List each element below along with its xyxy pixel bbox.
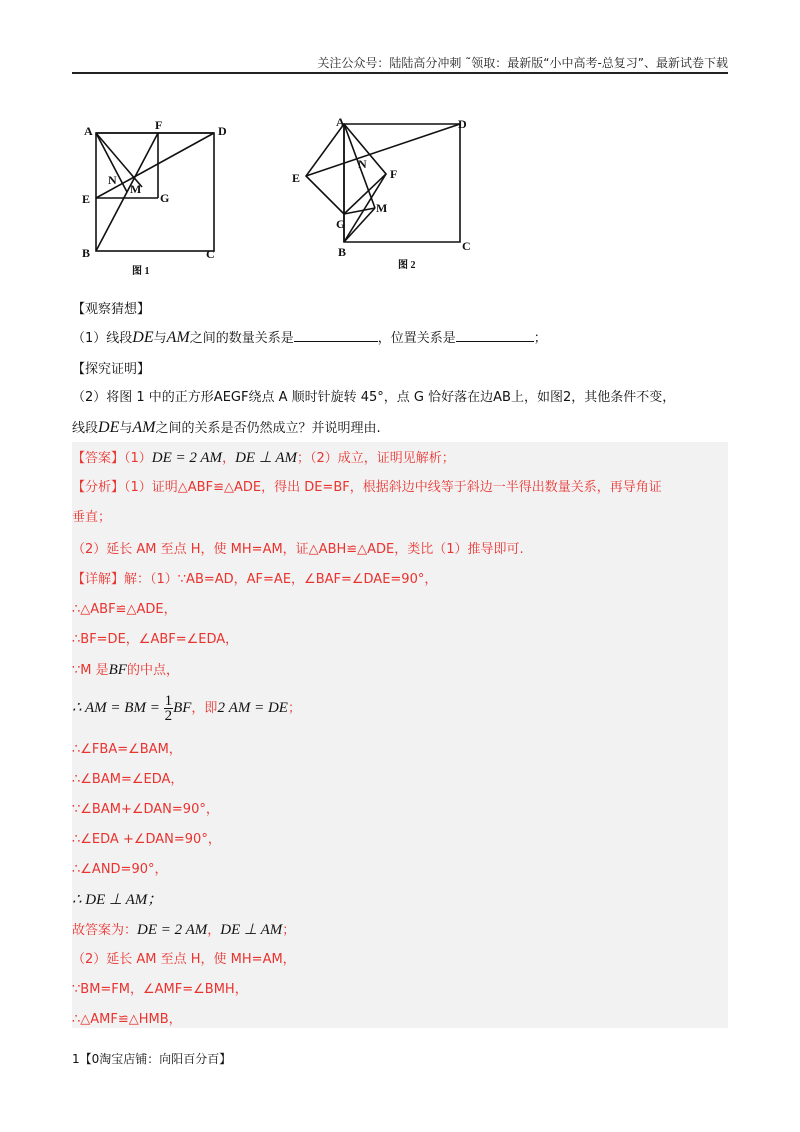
fig1-label-b: B <box>82 246 91 260</box>
q2-line2-am: AM <box>132 419 156 436</box>
answer-sep: ， <box>222 451 236 466</box>
am-eq-e: ； <box>287 701 301 716</box>
q2-line2-de: DE <box>98 419 120 436</box>
fig1-label-c: C <box>206 247 215 261</box>
question-2-line1: （2）将图 1 中的正方形AEGF绕点 A 顺时针旋转 45°，点 G 恰好落在边AB上，如图2，其他条件不变， <box>72 390 676 405</box>
detail-label: 【详解】 <box>72 572 125 587</box>
detail-congruent: ∴△ABF≌△ADE， <box>72 602 177 617</box>
fig1-label-d: D <box>218 124 227 138</box>
q1-mid: 之间的数量关系是 <box>189 331 294 346</box>
am-eq-d: 2 AM = DE <box>217 700 288 716</box>
m-mid-b: 的中点， <box>126 663 179 678</box>
am-eq-c: ，即 <box>191 701 218 716</box>
analysis-label: 【分析】 <box>72 480 125 495</box>
fig2-label-n: N <box>358 157 367 171</box>
final-d: DE ⊥ AM <box>220 922 283 938</box>
question-1 <box>72 328 547 349</box>
fig1-label-f: F <box>155 118 163 132</box>
fig2-label-a: A <box>336 115 345 129</box>
fig2-label-f: F <box>390 167 398 181</box>
fraction-numerator: 1 <box>164 693 173 709</box>
q1-comma: ，位置关系是 <box>377 331 456 346</box>
explore-heading: 【探究证明】 <box>72 362 151 377</box>
answer-label: 【答案】 <box>72 451 125 466</box>
answer-line <box>72 448 455 469</box>
answer-text-1: （1） <box>124 451 152 466</box>
am-eq-bf: BF <box>173 700 192 716</box>
detail-bm-fm: ∵BM=FM，∠AMF=∠BMH， <box>72 982 248 997</box>
q2-line2-b: 与 <box>119 421 133 436</box>
final-c: ， <box>207 923 221 938</box>
figure-1 <box>76 118 246 278</box>
detail-final <box>72 920 295 941</box>
fig1-label-e: E <box>82 192 91 206</box>
answer-formula-1: DE = 2 AM <box>151 450 223 466</box>
q2-line2-c: 之间的关系是否仍然成立？并说明理由. <box>155 421 381 436</box>
fig2-label-m: M <box>376 201 388 215</box>
detail-bam-dan: ∵∠BAM+∠DAN=90°， <box>72 802 219 817</box>
q1-with: 与 <box>153 331 167 346</box>
analysis-line-1 <box>72 478 662 498</box>
analysis-text-1: （1）证明△ABF≌△ADE，得出 DE=BF，根据斜边中线等于斜边一半得出数量关系，再导角证 <box>124 480 662 495</box>
detail-m-midpoint <box>72 660 179 681</box>
fig2-label-d: D <box>458 117 467 131</box>
figure-2 <box>288 112 480 276</box>
detail-and: ∴∠AND=90°， <box>72 862 168 877</box>
answer-formula-2: DE ⊥ AM <box>235 450 298 466</box>
fig2-label-b: B <box>338 245 347 259</box>
q1-am: AM <box>166 329 190 346</box>
m-mid-bf: BF <box>108 662 127 678</box>
observe-heading: 【观察猜想】 <box>72 302 151 317</box>
detail-perp <box>72 890 162 911</box>
detail-fba: ∴∠FBA=∠BAM， <box>72 742 182 757</box>
final-b: DE = 2 AM <box>137 922 208 938</box>
q1-de: DE <box>132 329 154 346</box>
detail-bf-de: ∴BF=DE，∠ABF=∠EDA， <box>72 632 239 647</box>
q2-line2-a: 线段 <box>72 421 99 436</box>
fig1-label-g: G <box>160 191 170 205</box>
analysis-line-3: （2）延长 AM 至点 H，使 MH=AM，证△ABH≌△ADE，类比（1）推导即可. <box>72 542 524 557</box>
detail-amf-hmb: ∴△AMF≌△HMB， <box>72 1012 182 1027</box>
question-2-line2 <box>72 418 381 439</box>
am-eq-a: ∴ AM = BM = <box>72 700 164 716</box>
detail-text-1: 解：（1）∵AB=AD，AF=AE，∠BAF=∠DAE=90°， <box>124 572 438 587</box>
detail-eda-dan: ∴∠EDA +∠DAN=90°， <box>72 832 221 847</box>
perp-text: ∴ DE ⊥ AM； <box>72 892 163 908</box>
q1-blank-quantity <box>294 329 378 342</box>
header-divider <box>72 72 728 74</box>
fig2-label-c: C <box>462 239 471 253</box>
fig2-caption: 图 2 <box>398 260 416 271</box>
answer-text-2: ；（2）成立，证明见解析； <box>297 451 455 466</box>
fig1-label-m: M <box>130 182 142 196</box>
final-e: ； <box>282 923 296 938</box>
m-mid-a: ∵M 是 <box>72 663 109 678</box>
fraction-denominator: 2 <box>164 708 173 724</box>
fig1-label-a: A <box>84 124 93 138</box>
detail-bam: ∴∠BAM=∠EDA， <box>72 772 184 787</box>
detail-line-1 <box>72 570 437 590</box>
detail-am-bm <box>72 694 301 723</box>
q1-blank-position <box>456 329 534 342</box>
detail-part2: （2）延长 AM 至点 H，使 MH=AM， <box>72 952 296 967</box>
one-half-fraction <box>164 694 174 723</box>
fig1-caption: 图 1 <box>132 266 150 277</box>
q1-end: ； <box>533 331 547 346</box>
fig2-label-g: G <box>336 217 346 231</box>
page-footer: 1【0淘宝店铺：向阳百分百】 <box>72 1052 232 1066</box>
fig2-label-e: E <box>292 171 301 185</box>
q1-prefix: （1）线段 <box>72 331 133 346</box>
fig1-label-n: N <box>108 173 117 187</box>
analysis-line-2: 垂直； <box>72 510 112 525</box>
final-a: 故答案为： <box>72 923 138 938</box>
page-header: 关注公众号：陆陆高分冲刺 ˜领取：最新版“小中高考-总复习”、最新试卷下载 <box>317 56 728 70</box>
